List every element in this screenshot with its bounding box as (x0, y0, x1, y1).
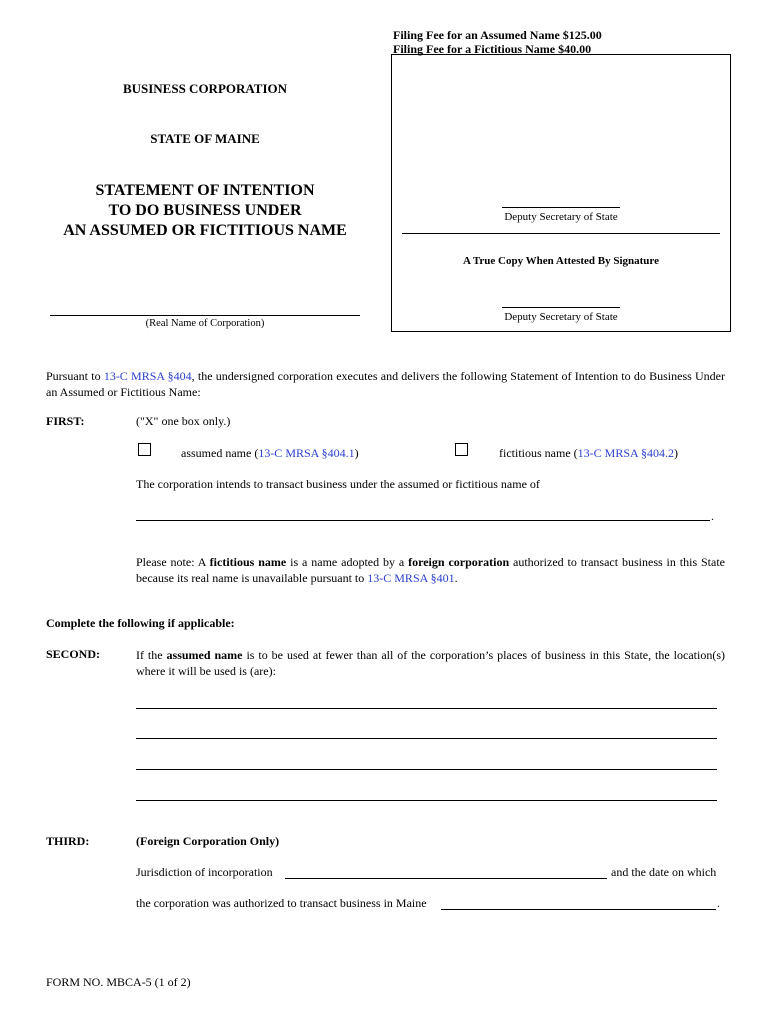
deputy-signature-line-2 (502, 307, 620, 308)
deputy-signature-line-1 (502, 207, 620, 208)
deputy-caption-1: Deputy Secretary of State (504, 211, 618, 223)
authorized-label: the corporation was authorized to transact business in Maine (136, 896, 427, 910)
fictitious-name-checkbox[interactable] (455, 443, 468, 456)
first-label: FIRST: (46, 414, 85, 428)
second-paragraph: If the assumed name is to be used at fewer than all of the corporation’s places of business in this State, the location(s) where it will be used is (are): (136, 648, 725, 678)
assumed-name-input-line[interactable] (136, 520, 710, 521)
first-instruction: ("X" one box only.) (136, 414, 231, 428)
authorization-date-input-line[interactable] (441, 909, 716, 910)
second-label: SECOND: (46, 647, 101, 661)
fictitious-note: Please note: A fictitious name is a name adopted by a foreign corporation authorized to transact business in this State because its real name is unavailable pursuant to 13-C MRSA §401. (136, 555, 726, 585)
third-label: THIRD: (46, 834, 90, 848)
deputy-caption-2: Deputy Secretary of State (504, 311, 618, 323)
true-copy-note: A True Copy When Attested By Signature (463, 255, 659, 267)
header-state: STATE OF MAINE (150, 131, 260, 146)
filing-fee-fictitious: Filing Fee for a Fictitious Name $40.00 (393, 42, 592, 56)
location-input-line-2[interactable] (136, 738, 717, 739)
form-title-line-2: TO DO BUSINESS UNDER (108, 202, 302, 219)
filing-fee-assumed: Filing Fee for an Assumed Name $125.00 (393, 28, 602, 42)
location-input-line-4[interactable] (136, 800, 717, 801)
assumed-name-line-period: . (711, 509, 714, 523)
statute-link-401[interactable]: 13-C MRSA §401 (367, 571, 455, 585)
intends-text: The corporation intends to transact business under the assumed or fictitious name of (136, 477, 540, 491)
real-name-input-line[interactable] (50, 315, 360, 316)
date-label-part-1: and the date on which (611, 865, 717, 879)
complete-if-applicable: Complete the following if applicable: (46, 616, 235, 630)
statute-link-404[interactable]: 13-C MRSA §404 (103, 369, 192, 383)
form-title-line-3: AN ASSUMED OR FICTITIOUS NAME (63, 222, 347, 239)
assumed-name-checkbox[interactable] (138, 443, 151, 456)
form-number: FORM NO. MBCA-5 (1 of 2) (46, 975, 191, 989)
jurisdiction-input-line[interactable] (285, 878, 607, 879)
authorization-line-period: . (717, 896, 720, 910)
statute-link-404-1[interactable]: 13-C MRSA §404.1 (258, 446, 355, 460)
location-input-line-3[interactable] (136, 769, 717, 770)
filing-stamp-box (391, 54, 731, 332)
location-input-line-1[interactable] (136, 708, 717, 709)
attest-divider (402, 233, 720, 234)
statute-link-404-2[interactable]: 13-C MRSA §404.2 (577, 446, 675, 460)
fictitious-name-option: fictitious name (13-C MRSA §404.2) (499, 446, 679, 460)
form-title-line-1: STATEMENT OF INTENTION (95, 182, 315, 199)
third-heading: (Foreign Corporation Only) (136, 834, 280, 848)
real-name-caption: (Real Name of Corporation) (145, 318, 265, 329)
intro-paragraph: Pursuant to 13-C MRSA §404, the undersigned corporation executes and delivers the following Statement of Intention to do Business Under an Assumed or Fictitious Name: (46, 369, 726, 399)
assumed-name-option: assumed name (13-C MRSA §404.1) (181, 446, 359, 460)
header-business-corporation: BUSINESS CORPORATION (122, 81, 288, 96)
jurisdiction-label: Jurisdiction of incorporation (136, 865, 273, 879)
